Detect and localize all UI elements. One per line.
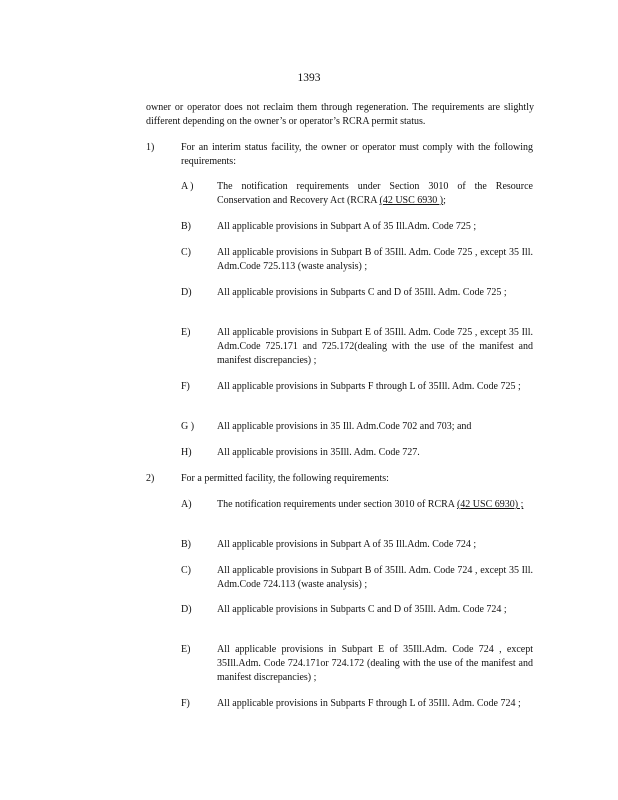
item-text: All applicable provisions in Subpart A of 35 Ill.Adm. Code 725 ; <box>217 221 477 232</box>
item-text: All applicable provisions in Subparts F through L of 35Ill. Adm. Code 725 ; <box>217 381 521 392</box>
item-text: All applicable provisions in Subpart B of 35Ill. Adm. Code 724 , except 35 Ill. Adm.Code 724.113 (waste analysis) ; <box>217 565 535 590</box>
item-text: The notification requirements under Section 3010 of the Resource Conservation and Recovery Act (RCRA (42 USC 6930 ); <box>217 181 536 206</box>
item-text: The notification requirements under section 3010 of RCRA (42 USC 6930) ; <box>217 499 524 510</box>
item-text: All applicable provisions in Subpart A of 35 Ill.Adm. Code 724 ; <box>217 539 477 550</box>
section-text: For a permitted facility, the following requirements: <box>181 473 389 484</box>
item-label: C) <box>181 247 191 258</box>
item-text: All applicable provisions in 35 Ill. Adm.Code 702 and 703; and <box>217 421 472 432</box>
item-text: All applicable provisions in Subpart E of 35Ill.Adm. Code 724 , except 35Ill.Adm. Code 724.171or 724.172 (dealing with the use of the manifest and manifest discrepancies) ; <box>217 644 536 683</box>
section-text: For an interim status facility, the owner or operator must comply with the following requirements: <box>181 142 536 167</box>
item-label: F) <box>181 698 190 709</box>
section-number: 1) <box>146 142 155 153</box>
page-number: 1393 <box>297 72 321 84</box>
item-label: D) <box>181 287 192 298</box>
item-label: F) <box>181 381 190 392</box>
item-label: B) <box>181 221 191 232</box>
item-label: C) <box>181 565 191 576</box>
item-label: B) <box>181 539 191 550</box>
item-label: E) <box>181 327 191 338</box>
item-label: A ) <box>181 181 194 192</box>
item-text: All applicable provisions in Subpart B of 35Ill. Adm. Code 725 , except 35 Ill. Adm.Code 725.113 (waste analysis) ; <box>217 247 535 272</box>
item-text: All applicable provisions in 35Ill. Adm. Code 727. <box>217 447 420 458</box>
item-label: A) <box>181 499 192 510</box>
item-text: All applicable provisions in Subparts F through L of 35Ill. Adm. Code 724 ; <box>217 698 521 709</box>
intro-paragraph: owner or operator does not reclaim them through regeneration. The requirements are slightly different depending on the owner’s or operator’s RCRA permit status. <box>146 102 534 127</box>
item-text: All applicable provisions in Subparts C and D of 35Ill. Adm. Code 724 ; <box>217 604 507 615</box>
item-text: All applicable provisions in Subparts C and D of 35Ill. Adm. Code 725 ; <box>217 287 507 298</box>
section-number: 2) <box>146 473 155 484</box>
item-label: H) <box>181 447 192 458</box>
item-label: E) <box>181 644 191 655</box>
item-label: D) <box>181 604 192 615</box>
item-label: G ) <box>181 421 195 432</box>
item-text: All applicable provisions in Subpart E of 35Ill. Adm. Code 725 , except 35 Ill. Adm.Code 725.171 and 725.172(dealing with the use of the manifest and manifest discrepancies) ; <box>217 327 536 366</box>
statute-reference: (42 USC 6930) ; <box>456 499 524 510</box>
statute-reference: (42 USC 6930 ) <box>379 195 444 206</box>
